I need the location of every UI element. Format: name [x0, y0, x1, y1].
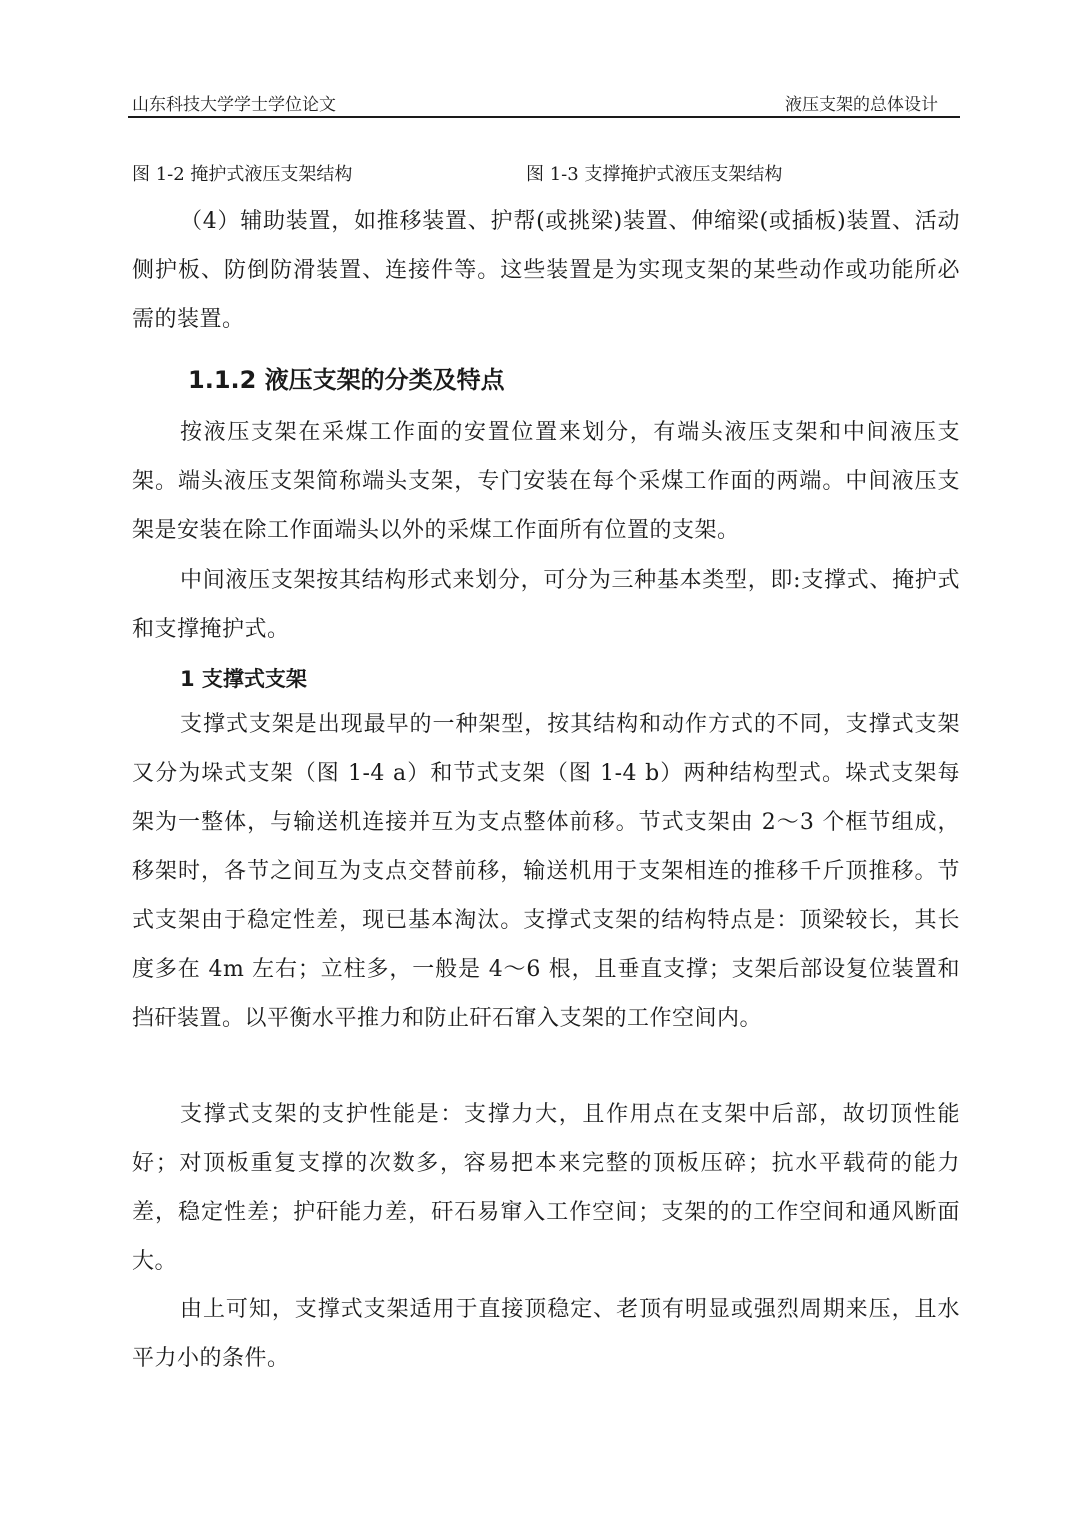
paragraph-support-type-description: 支撑式支架是出现最早的一种架型，按其结构和动作方式的不同，支撑式支架又分为垛式支架（图 1-4 a）和节式支架（图 1-4 b）两种结构型式。垛式支架每架为一整体，与输送机连接并互为支点整体前移。节式支架由 2～3 个框节组成，移架时，各节之间互为支点交替前移，输送机用于支架相连的推移千斤顶推移。节式支架由于稳定性差，现已基本淘汰。支撑式支架的结构特点是：顶梁较长，其长度多在 4m 左右；立柱多，一般是 4～6 根，且垂直支撑；支架后部设复位装置和挡矸装置。以平衡水平推力和防止矸石窜入支架的工作空间内。	[132, 712, 960, 1031]
figure-caption-1-3: 图 1-3 支撑掩护式液压支架结构	[526, 164, 783, 185]
section-heading: 1.1.2 液压支架的分类及特点	[188, 366, 505, 394]
figure-caption-1-2: 图 1-2 掩护式液压支架结构	[132, 164, 353, 185]
paragraph-support-conclusion: 由上可知，支撑式支架适用于直接顶稳定、老顶有明显或强烈周期来压，且水平力小的条件。	[132, 1297, 960, 1371]
paragraph-support-performance: 支撑式支架的支护性能是：支撑力大，且作用点在支架中后部，故切顶性能好；对顶板重复支撑的次数多，容易把本来完整的顶板压碎；抗水平载荷的能力差，稳定性差；护矸能力差，矸石易窜入工作空间；支架的的工作空间和通风断面大。	[132, 1102, 960, 1274]
page-header	[128, 88, 960, 118]
paragraph-auxiliary-devices: （4）辅助装置，如推移装置、护帮(或挑梁)装置、伸缩梁(或插板)装置、活动侧护板、防倒防滑装置、连接件等。这些装置是为实现支架的某些动作或功能所必需的装置。	[132, 209, 960, 332]
paragraph-classification-position: 按液压支架在采煤工作面的安置位置来划分，有端头液压支架和中间液压支架。端头液压支架简称端头支架，专门安装在每个采煤工作面的两端。中间液压支架是安装在除工作面端头以外的采煤工作面所有位置的支架。	[132, 420, 960, 543]
header-thesis-title: 山东科技大学学士学位论文	[132, 95, 336, 115]
header-chapter-title: 液压支架的总体设计	[785, 95, 938, 115]
figure-captions	[132, 160, 952, 186]
paragraph-classification-structure: 中间液压支架按其结构形式来划分，可分为三种基本类型，即:支撑式、掩护式和支撑掩护式。	[132, 568, 960, 642]
subheading-support-type: 1 支撑式支架	[180, 667, 307, 691]
